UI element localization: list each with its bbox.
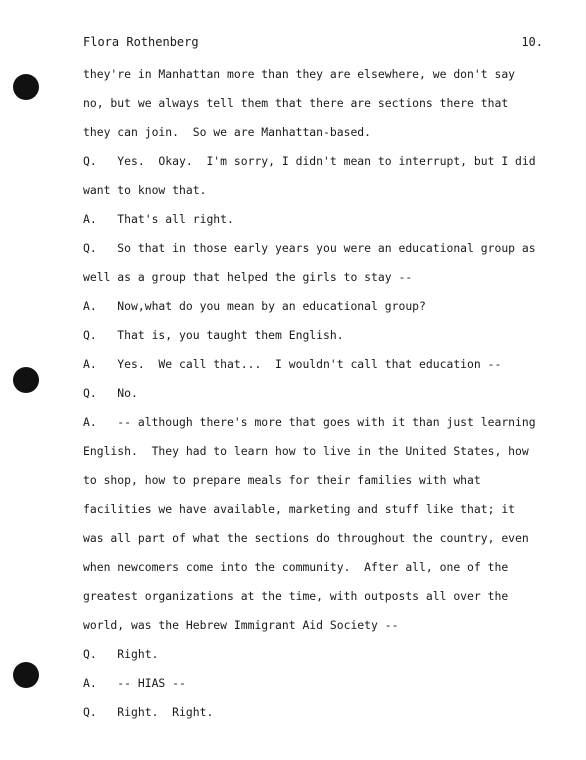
text-line: A. -- HIAS -- — [83, 676, 186, 690]
transcript-body — [83, 65, 553, 732]
text-line: want to know that. — [83, 183, 207, 197]
text-line: well as a group that helped the girls to stay -- — [83, 270, 413, 284]
text-line: they're in Manhattan more than they are elsewhere, we don't say — [83, 67, 516, 81]
text-line: facilities we have available, marketing and stuff like that; it — [83, 502, 516, 516]
text-line: A. Yes. We call that... I wouldn't call that education -- — [83, 357, 502, 371]
text-line: Q. Right. Right. — [83, 705, 214, 719]
punch-hole-bottom — [13, 662, 39, 688]
punch-hole-middle — [13, 367, 39, 393]
punch-hole-top — [13, 74, 39, 100]
text-line: Q. Right. — [83, 647, 159, 661]
header-name: Flora Rothenberg — [83, 35, 199, 49]
text-line: A. Now,what do you mean by an educational group? — [83, 299, 426, 313]
text-line: Q. Yes. Okay. I'm sorry, I didn't mean to interrupt, but I did — [83, 154, 536, 168]
text-line: Q. So that in those early years you were an educational group as — [83, 241, 536, 255]
text-line: Q. No. — [83, 386, 138, 400]
text-line: A. That's all right. — [83, 212, 234, 226]
text-line: A. -- although there's more that goes with it than just learning — [83, 415, 536, 429]
text-line: was all part of what the sections do throughout the country, even — [83, 531, 529, 545]
text-line: Q. That is, you taught them English. — [83, 328, 344, 342]
text-line: greatest organizations at the time, with outposts all over the — [83, 589, 509, 603]
text-line: they can join. So we are Manhattan-based. — [83, 125, 372, 139]
page-number: 10. — [521, 35, 543, 49]
text-line: to shop, how to prepare meals for their families with what — [83, 473, 481, 487]
text-line: English. They had to learn how to live in the United States, how — [83, 444, 529, 458]
text-line: when newcomers come into the community. After all, one of the — [83, 560, 509, 574]
text-line: world, was the Hebrew Immigrant Aid Society -- — [83, 618, 399, 632]
text-line: no, but we always tell them that there are sections there that — [83, 96, 509, 110]
